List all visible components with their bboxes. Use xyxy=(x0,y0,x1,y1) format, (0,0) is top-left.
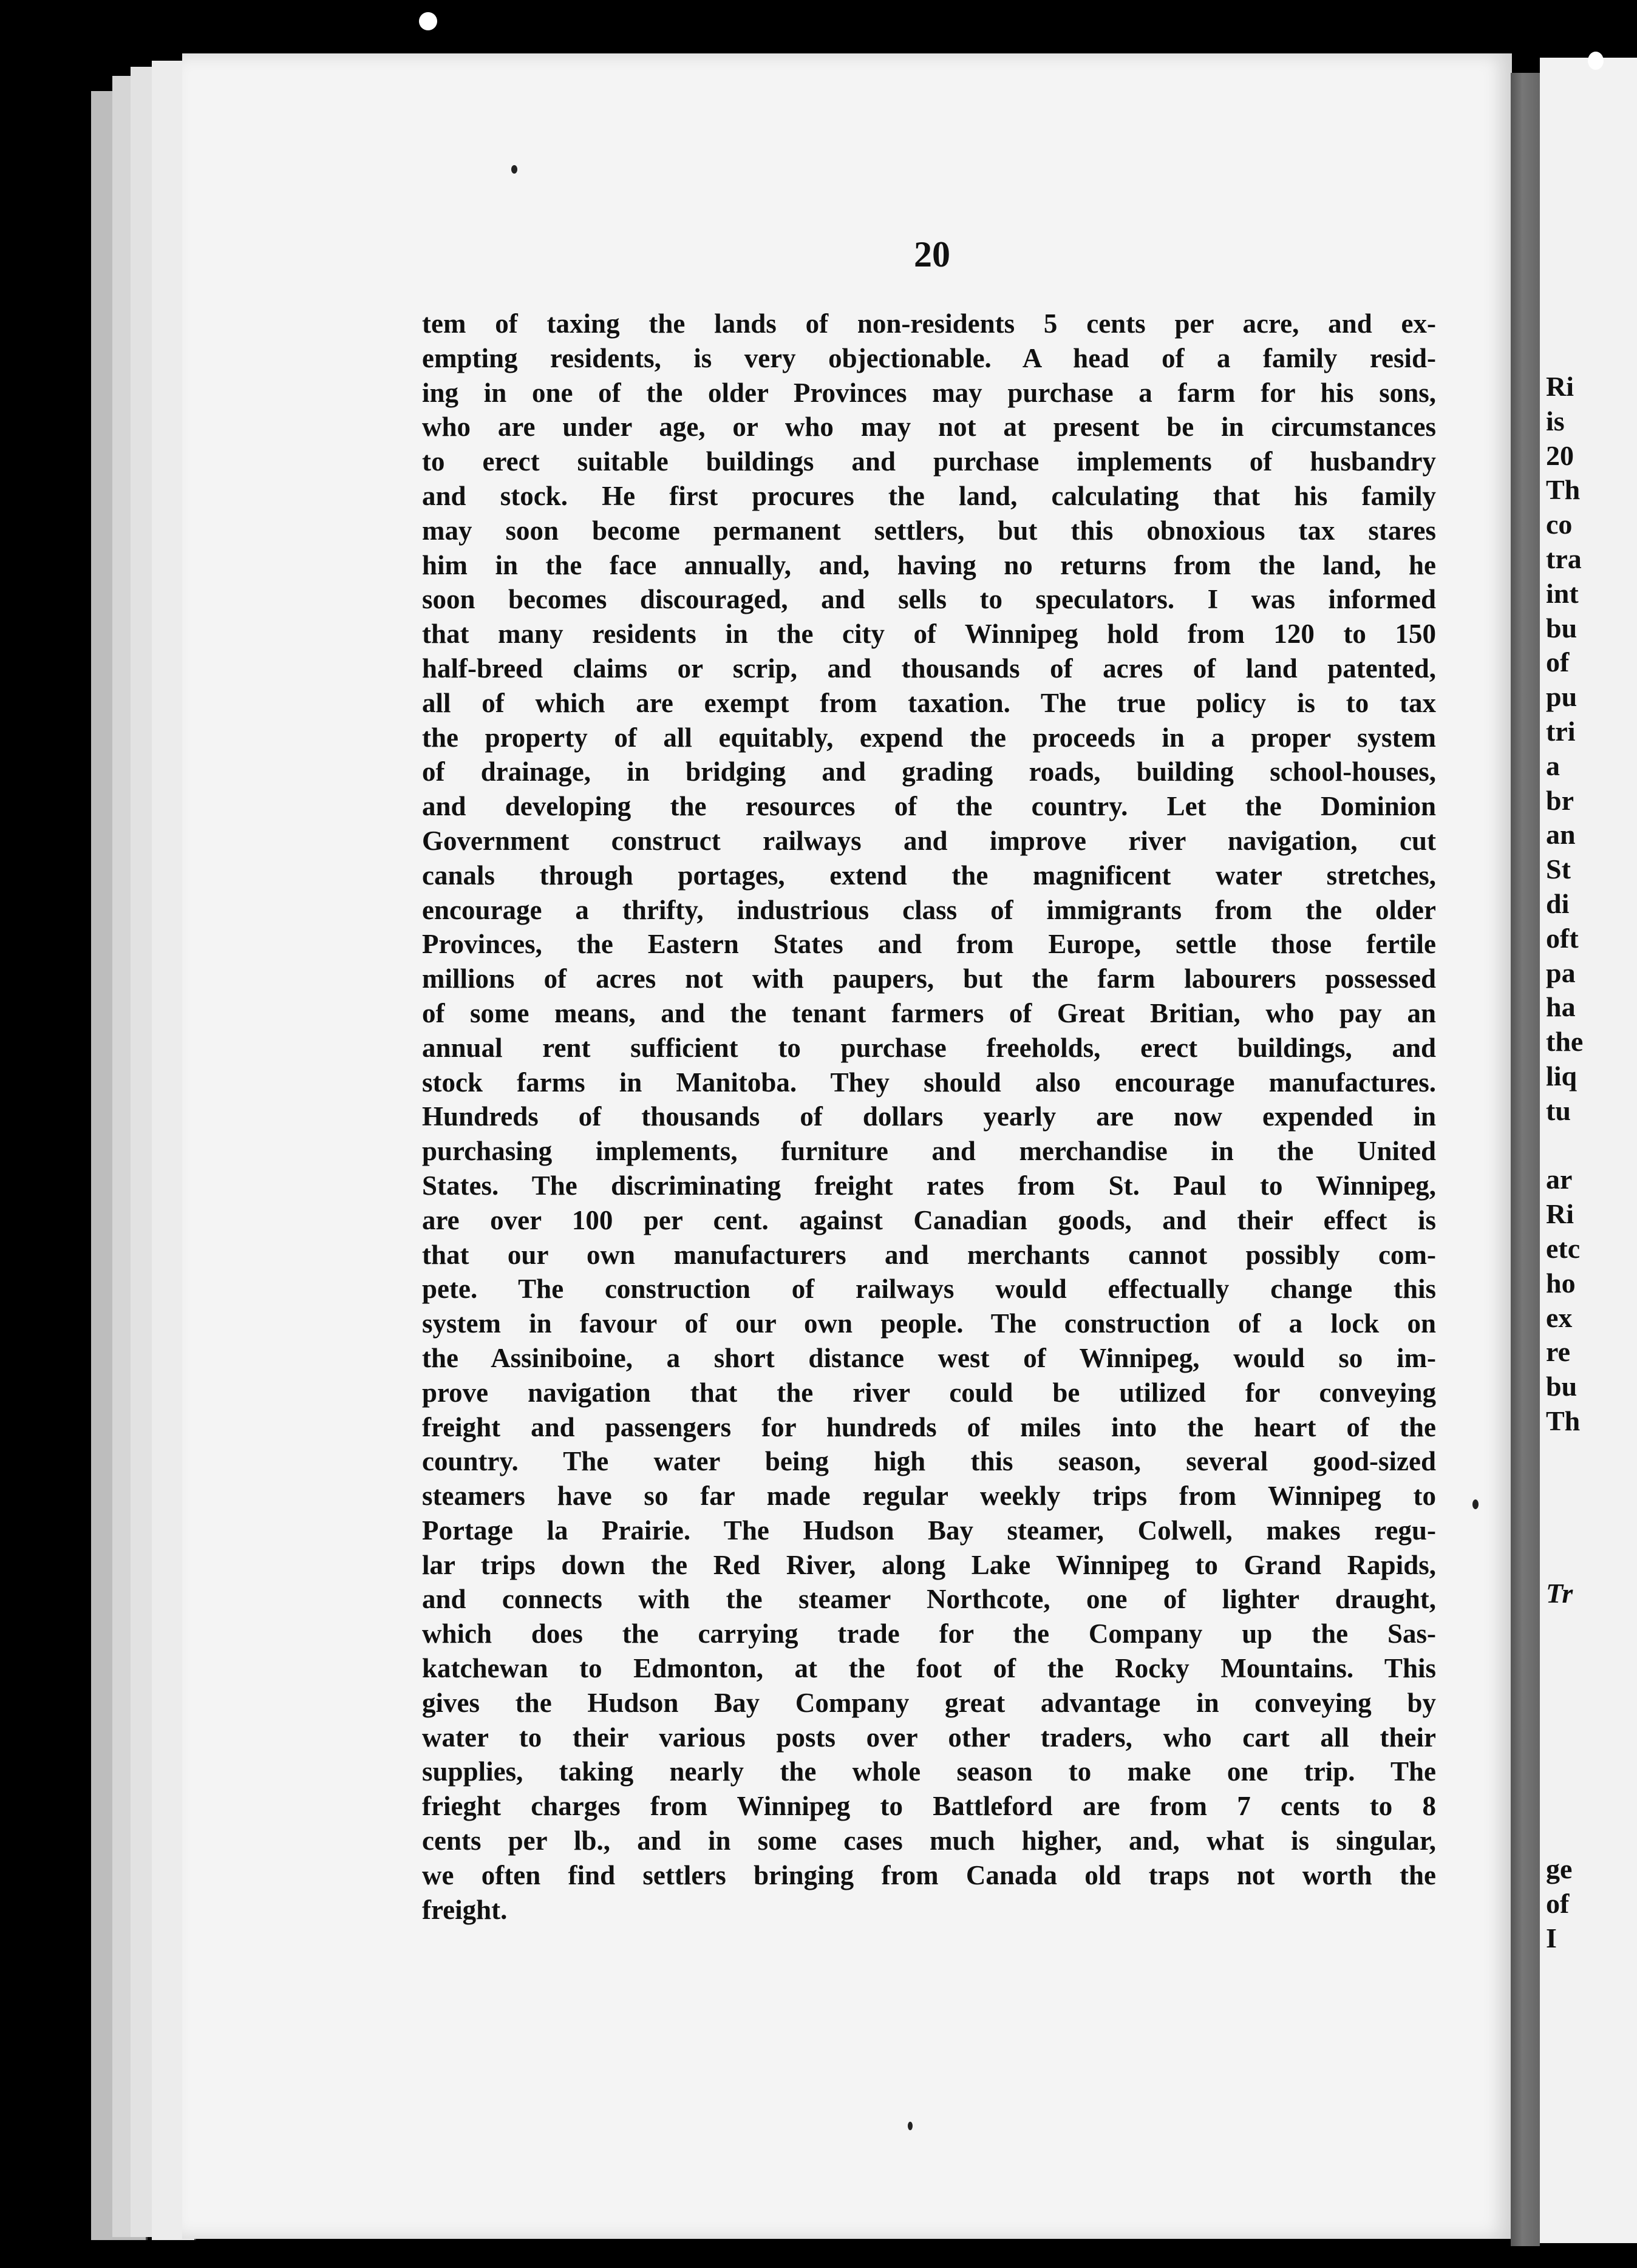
facing-text-fragment: a xyxy=(1546,750,1560,781)
facing-text-fragment: of xyxy=(1546,647,1570,678)
facing-text-fragment: bu xyxy=(1546,1371,1577,1402)
text-line: gives the Hudson Bay Company great advantage in conveying by xyxy=(422,1687,1436,1718)
text-line: katchewan to Edmonton, at the foot of the Rocky Mountains. This xyxy=(422,1653,1436,1684)
text-line: him in the face annually, and, having no returns from the land, he xyxy=(422,549,1436,580)
text-line: cents per lb., and in some cases much higher, and, what is singular, xyxy=(422,1825,1436,1856)
scan-speck xyxy=(908,2122,913,2130)
text-line: water to their various posts over other traders, who cart all their xyxy=(422,1722,1436,1753)
text-line: of some means, and the tenant farmers of Great Britian, who pay an xyxy=(422,997,1436,1028)
text-line: that our own manufacturers and merchants cannot possibly com- xyxy=(422,1239,1436,1270)
scan-speck xyxy=(1472,1499,1479,1509)
facing-text-fragment: pu xyxy=(1546,681,1577,713)
text-line: encourage a thrifty, industrious class of immigrants from the older xyxy=(422,894,1436,925)
text-line: millions of acres not with paupers, but the farm labourers possessed xyxy=(422,963,1436,994)
text-line: empting residents, is very objectionable. A head of a family resid- xyxy=(422,342,1436,373)
text-line: of drainage, in bridging and grading roads, building school-houses, xyxy=(422,756,1436,787)
facing-text-fragment: an xyxy=(1546,819,1576,850)
facing-text-fragment: int xyxy=(1546,577,1579,609)
text-line: half-breed claims or scrip, and thousands of acres of land patented, xyxy=(422,653,1436,684)
facing-text-fragment: Tr xyxy=(1546,1578,1573,1609)
text-line: supplies, taking nearly the whole season to make one trip. The xyxy=(422,1756,1436,1787)
text-line: system in favour of our own people. The construction of a lock on xyxy=(422,1308,1436,1339)
facing-text-fragment: Ri xyxy=(1546,371,1574,402)
page-number: 20 xyxy=(914,234,950,274)
text-line: stock farms in Manitoba. They should also encourage manufactures. xyxy=(422,1067,1436,1098)
facing-text-fragment: ha xyxy=(1546,991,1576,1023)
text-line: freight. xyxy=(422,1894,508,1925)
text-line: who are under age, or who may not at present be in circumstances xyxy=(422,412,1436,443)
text-line: Government construct railways and improve river navigation, cut xyxy=(422,825,1436,856)
text-line: purchasing implements, furniture and merchandise in the United xyxy=(422,1136,1436,1167)
facing-text-fragment: br xyxy=(1546,784,1574,816)
text-line: lar trips down the Red River, along Lake Winnipeg to Grand Rapids, xyxy=(422,1549,1436,1580)
facing-text-fragment: of xyxy=(1546,1888,1570,1920)
text-line: the property of all equitably, expend the proceeds in a proper system xyxy=(422,722,1436,753)
facing-text-fragment: bu xyxy=(1546,612,1577,643)
facing-text-fragment: liq xyxy=(1546,1061,1577,1092)
text-line: to erect suitable buildings and purchase implements of husbandry xyxy=(422,446,1436,477)
text-line: we often find settlers bringing from Canada old traps not worth the xyxy=(422,1859,1436,1890)
facing-text-fragment: I xyxy=(1546,1923,1557,1954)
facing-text-fragment: di xyxy=(1546,888,1570,919)
facing-text-fragment: Th xyxy=(1546,1405,1581,1436)
text-line: and developing the resources of the country. Let the Dominion xyxy=(422,791,1436,822)
facing-text-fragment: ho xyxy=(1546,1267,1576,1299)
text-line: ing in one of the older Provinces may purchase a farm for his sons, xyxy=(422,377,1436,408)
text-line: canals through portages, extend the magnificent water stretches, xyxy=(422,860,1436,891)
facing-page xyxy=(1540,58,1637,2243)
facing-text-fragment: ge xyxy=(1546,1853,1573,1885)
text-line: which does the carrying trade for the Company up the Sas- xyxy=(422,1618,1436,1649)
facing-text-fragment: co xyxy=(1546,509,1573,540)
text-line: States. The discriminating freight rates from St. Paul to Winnipeg, xyxy=(422,1170,1436,1201)
text-line: freight and passengers for hundreds of miles into the heart of the xyxy=(422,1411,1436,1442)
text-line: that many residents in the city of Winnipeg hold from 120 to 150 xyxy=(422,619,1436,650)
text-line: soon becomes discouraged, and sells to speculators. I was informed xyxy=(422,584,1436,615)
facing-text-fragment: ex xyxy=(1546,1302,1573,1333)
scan-speck xyxy=(511,165,517,174)
text-line: Provinces, the Eastern States and from Europe, settle those fertile xyxy=(422,929,1436,960)
text-line: prove navigation that the river could be utilized for conveying xyxy=(422,1377,1436,1408)
text-line: all of which are exempt from taxation. The true policy is to tax xyxy=(422,687,1436,718)
text-line: country. The water being high this season, several good-sized xyxy=(422,1446,1436,1477)
scan-speck xyxy=(419,12,437,30)
body-text xyxy=(422,307,1436,1927)
facing-text-fragment: is xyxy=(1546,405,1565,436)
text-line: and stock. He first procures the land, calculating that his family xyxy=(422,480,1436,511)
text-line: tem of taxing the lands of non-residents 5 cents per acre, and ex- xyxy=(422,308,1436,339)
facing-text-fragment: etc xyxy=(1546,1233,1581,1264)
text-line: Hundreds of thousands of dollars yearly are now expended in xyxy=(422,1101,1436,1132)
text-line: annual rent sufficient to purchase freeholds, erect buildings, and xyxy=(422,1032,1436,1063)
facing-text-fragment: tu xyxy=(1546,1095,1571,1126)
facing-text-fragment: pa xyxy=(1546,957,1576,988)
text-line: and connects with the steamer Northcote, one of lighter draught, xyxy=(422,1584,1436,1615)
facing-text-fragment: re xyxy=(1546,1336,1571,1368)
text-line: pete. The construction of railways would effectually change this xyxy=(422,1274,1436,1305)
facing-text-fragment: ar xyxy=(1546,1164,1573,1195)
text-line: Portage la Prairie. The Hudson Bay steamer, Colwell, makes regu- xyxy=(422,1515,1436,1546)
facing-text-fragment: the xyxy=(1546,1026,1584,1058)
text-line: may soon become permanent settlers, but this obnoxious tax stares xyxy=(422,515,1436,546)
facing-text-fragment: tri xyxy=(1546,716,1576,747)
facing-text-fragment: St xyxy=(1546,854,1571,885)
facing-text-fragment: Ri xyxy=(1546,1198,1574,1230)
scan-speck xyxy=(1588,52,1604,70)
facing-text-fragment: oft xyxy=(1546,922,1579,954)
text-line: the Assiniboine, a short distance west of Winnipeg, would so im- xyxy=(422,1342,1436,1373)
facing-text-fragment: tra xyxy=(1546,543,1582,574)
text-line: are over 100 per cent. against Canadian goods, and their effect is xyxy=(422,1204,1436,1235)
book-gutter xyxy=(1511,73,1540,2246)
text-line: steamers have so far made regular weekly trips from Winnipeg to xyxy=(422,1481,1436,1512)
facing-text-fragment: Th xyxy=(1546,474,1581,506)
facing-text-fragment: 20 xyxy=(1546,440,1574,471)
text-line: frieght charges from Winnipeg to Battleford are from 7 cents to 8 xyxy=(422,1791,1436,1822)
